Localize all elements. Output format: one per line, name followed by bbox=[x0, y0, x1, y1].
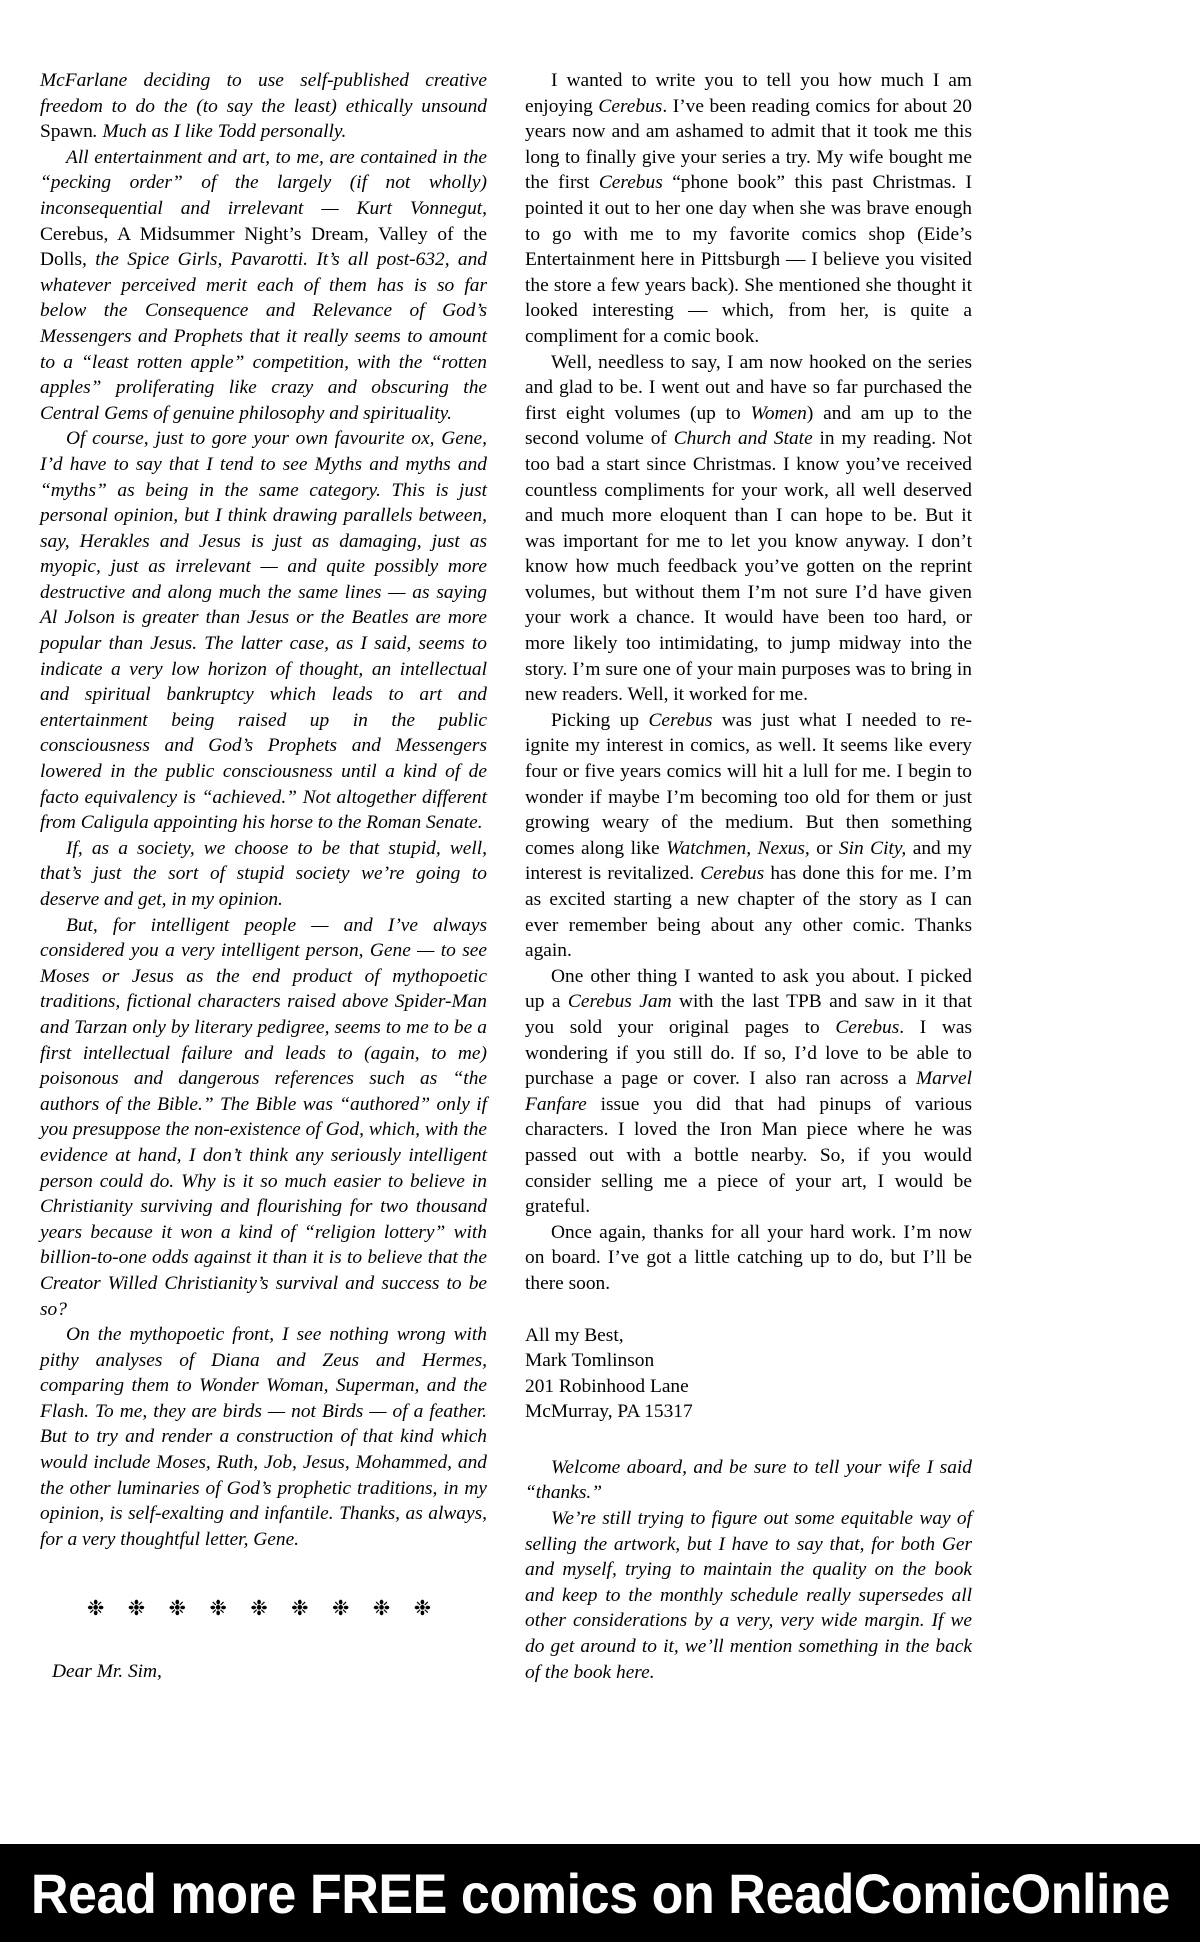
signature-line: McMurray, PA 15317 bbox=[525, 1401, 693, 1423]
paragraph bbox=[525, 1455, 972, 1506]
paragraph bbox=[40, 913, 487, 1323]
text-run-italic: We’re still trying to figure out some equitable way of selling the artwork, but I have to say that, for both Ger and myself, trying to maintain the quality on the book and keep to the monthly schedule really supersedes all other considerations by a very, very wide margin. If we do get around to it, we’ll mention something in the back of the book here. bbox=[525, 1508, 972, 1683]
text-run-italic: Cerebus bbox=[700, 863, 765, 885]
paragraph bbox=[40, 68, 487, 145]
text-run-italic: Of course, just to gore your own favourite ox, Gene, I’d have to say that I tend to see Myths and myths and “myths” as being in the same category. This is just personal opinion, but I think drawing parallels between, say, Herakles and Jesus is just as damaging, just as myopic, just as irrelevant — and quite possibly more destructive and along much the same lines — as saying Al Jolson is greater than Jesus or the Beatles are more popular than Jesus. The latter case, as I said, seems to indicate a very low horizon of thought, an intellectual and spiritual bankruptcy which leads to art and entertainment being raised up in the public consciousness and God’s Prophets and Messengers lowered in the public consciousness until a kind of de facto equivalency is “achieved.” Not altogether different from Caligula appointing his horse to the Roman Senate. bbox=[40, 428, 487, 834]
editor-reply bbox=[525, 1455, 972, 1685]
paragraph bbox=[40, 836, 487, 913]
text-run-italic: If, as a society, we choose to be that stupid, well, that’s just the sort of stupid society we’re going to deserve and get, in my opinion. bbox=[40, 837, 487, 910]
signature-line: Mark Tomlinson bbox=[525, 1350, 655, 1372]
paragraph bbox=[525, 350, 972, 708]
text-run-italic: Church and State bbox=[673, 428, 813, 450]
paragraph bbox=[525, 68, 972, 350]
text-run-italic: Cerebus bbox=[598, 95, 663, 117]
signature-line: 201 Robinhood Lane bbox=[525, 1375, 689, 1397]
text-run-roman: in my reading. Not too bad a start since Christmas. I know you’ve received countless compliments for your work, all well deserved and much more eloquent than I can hope to be. But it was important for me to let you know anyway. I don’t know how much feedback you’ve gotten on the reprint volumes, but without them I’m not sure I’d have given your work a chance. It would have been too hard, or more likely too intimidating, to jump midway into the story. I’m sure one of your main purposes was to bring in new readers. Well, it worked for me. bbox=[525, 428, 972, 706]
text-run-italic: Sin City, bbox=[838, 837, 907, 859]
text-run-roman: Cerebus, A Midsummer Night’s Dream, Valley of the Dolls bbox=[40, 223, 487, 271]
right-column-paragraphs bbox=[525, 68, 972, 1297]
paragraph bbox=[40, 145, 487, 427]
text-run-roman: issue you did that had pinups of various characters. I loved the Iron Man piece where he was passed out with a bottle nearby. So, if you would consider selling me a piece of your art, I would be grateful. bbox=[525, 1093, 972, 1218]
paragraph bbox=[525, 964, 972, 1220]
text-run-italic: Welcome aboard, and be sure to tell your wife I said “thanks.” bbox=[525, 1456, 972, 1504]
text-run-italic: Cerebus bbox=[648, 709, 713, 731]
salutation: Dear Mr. Sim, bbox=[52, 1661, 162, 1683]
text-run-italic: But, for intelligent people — and I’ve always considered you a very intelligent person, Gene — to see Moses or Jesus as the end product of mythopoetic traditions, fictional characters raised above Spider-Man and Tarzan only by literary pedigree, seems to me to be a first intellectual failure and leads to (again, to me) poisonous and dangerous references such as “the authors of the Bible.” The Bible was “authored” only if you presuppose the non-existence of God, which, with the evidence at hand, I don’t think any seriously intelligent person could do. Why is it so much easier to believe in Christianity surviving and flourishing for two thousand years because it won a kind of “religion lottery” with billion-to-one odds against it than it is to believe that the Creator Willed Christianity’s survival and success to be so? bbox=[40, 914, 487, 1320]
right-column bbox=[525, 68, 972, 1685]
text-run-roman: was just what I needed to re-ignite my interest in comics, as well. It seems like every four or five years comics will hit a lull for me. I begin to wonder if maybe I’m becoming too old for them or just growing weary of the medium. But then something comes along like bbox=[525, 709, 973, 859]
text-run-italic: McFarlane deciding to use self-published creative freedom to do the (to say the least) ethically unsound bbox=[40, 70, 487, 117]
text-run-roman: and my interest is revitalized. bbox=[525, 837, 972, 885]
text-run-roman: One other thing I wanted to ask you about. I picked up a bbox=[525, 965, 972, 1013]
paragraph bbox=[525, 708, 972, 964]
text-run-roman: Well, needless to say, I am now hooked on the series and glad to be. I went out and have so far purchased the first eight volumes (up to bbox=[525, 351, 972, 424]
paragraph bbox=[525, 1220, 972, 1297]
text-run-roman: ) and am up to the second volume of bbox=[525, 402, 972, 450]
left-column bbox=[40, 68, 487, 1685]
banner-text: Read more FREE comics on ReadComicOnline bbox=[30, 1861, 1170, 1925]
text-run-italic: All entertainment and art, to me, are contained in the “pecking order” of the largely (if not wholly) inconsequential and irrelevant — Kurt Vonnegut, bbox=[40, 146, 487, 219]
text-run-italic: Cerebus Jam bbox=[567, 991, 672, 1013]
text-run-roman: or bbox=[809, 837, 839, 859]
left-column-paragraphs bbox=[40, 68, 487, 1552]
text-run-italic: . Much as I like Todd personally. bbox=[92, 121, 347, 143]
text-run-roman: I wanted to write you to tell you how much I am enjoying bbox=[525, 70, 972, 117]
text-run-italic: On the mythopoetic front, I see nothing wrong with pithy analyses of Diana and Zeus and Hermes, comparing them to Wonder Woman, Superman, and the Flash. To me, they are birds — not Birds — of a feather. But to try and render a construction of that kind which would include Moses, Ruth, Job, Jesus, Mohammed, and the other luminaries of God’s prophetic traditions, in my opinion, is self-exalting and infantile. Thanks, as always, for a very thoughtful letter, Gene. bbox=[40, 1324, 487, 1550]
text-run-italic: Cerebus bbox=[598, 172, 663, 194]
text-run-italic: Cerebus bbox=[835, 1016, 900, 1038]
text-run-roman: “phone book” this past Christmas. I pointed it out to her one day when she was brave enough to go with me to my favorite comics shop (Eide’s Entertainment here in Pittsburgh — I believe you visited the store a few years back). She mentioned she thought it looked interesting — which, from her, is quite a compliment for a comic book. bbox=[525, 172, 973, 347]
text-run-roman: . I was wondering if you still do. If so, I’d love to be able to purchase a page or cover. I also ran across a bbox=[525, 1016, 973, 1090]
paragraph bbox=[525, 1506, 972, 1685]
text-run-roman: with the last TPB and saw in it that you sold your original pages to bbox=[525, 991, 972, 1038]
text-run-roman: has done this for me. I’m as excited starting a new chapter of the story as I can ever remember being about any other comic. Thanks again. bbox=[525, 863, 972, 962]
signature-block bbox=[525, 1323, 972, 1425]
paragraph bbox=[40, 1322, 487, 1552]
paragraph bbox=[40, 426, 487, 836]
text-run-italic: , the Spice Girls, Pavarotti. It’s all post-632, and whatever perceived merit each of them has is so far below the Consequence and Relevance of God’s Messengers and Prophets that it really seems to amount to a “least rotten apple” competition, with the “rotten apples” proliferating like crazy and obscuring the Central Gems of genuine philosophy and spirituality. bbox=[40, 249, 487, 424]
signature-line: All my Best, bbox=[525, 1324, 624, 1346]
text-run-italic: Marvel Fanfare bbox=[525, 1068, 972, 1115]
text-run-italic: Women bbox=[750, 402, 807, 424]
asterisk-separator: ❉ ❉ ❉ ❉ ❉ ❉ ❉ ❉ ❉ bbox=[86, 1596, 441, 1621]
text-run-roman: Spawn bbox=[40, 121, 93, 143]
two-column-body bbox=[40, 68, 972, 1685]
text-run-roman: . I’ve been reading comics for about 20 years now and am ashamed to admit that it took me this long to finally give your series a try. My wife bought me the first bbox=[525, 95, 973, 194]
readcomiconline-banner bbox=[0, 1844, 1200, 1942]
text-run-roman: Picking up bbox=[551, 709, 649, 731]
text-run-italic: Watchmen, Nexus, bbox=[666, 837, 810, 859]
text-run-roman: Once again, thanks for all your hard work. I’m now on board. I’ve got a little catching up to do, but I’ll be there soon. bbox=[525, 1221, 972, 1294]
